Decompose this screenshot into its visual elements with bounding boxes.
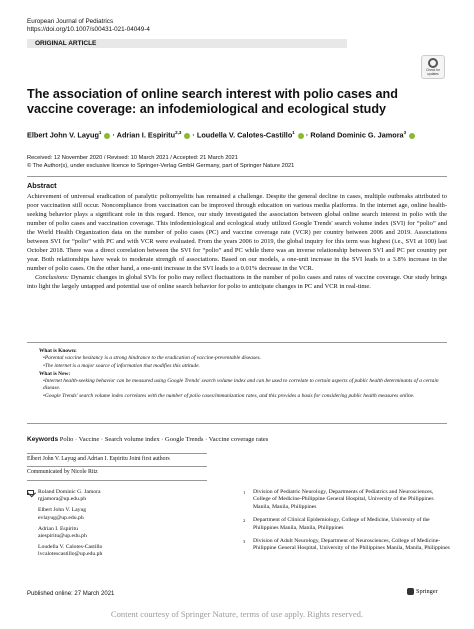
joint-first-note: Elbert John V. Layug and Adrian I. Espiritu Joint first authors	[27, 456, 170, 462]
affiliation-text: Department of Clinical Epidemiology, College of Medicine, University of the Philippines Manila, Manila, Philippines	[253, 517, 430, 531]
corr-email[interactable]: aiespiritu@up.edu.ph	[38, 533, 87, 540]
correspondence-entry	[38, 489, 218, 504]
correspondence-entry	[38, 544, 218, 559]
crossmark-button[interactable]	[421, 55, 445, 79]
affiliation	[243, 489, 451, 511]
footnote-divider	[27, 466, 207, 467]
affiliation-number: 1	[243, 490, 246, 495]
publisher-logo	[407, 588, 438, 595]
divider	[27, 176, 447, 177]
journal-doi[interactable]: https://doi.org/10.1007/s00431-021-04049-4	[27, 26, 150, 33]
abstract-conclusions	[27, 273, 447, 291]
article-dates	[27, 154, 294, 170]
divider	[27, 342, 447, 343]
new-heading: What is New:	[39, 370, 71, 377]
author-affiliation-ref: 1	[292, 130, 295, 135]
abstract-body	[27, 192, 447, 291]
published-date: Published online: 27 March 2021	[27, 591, 115, 597]
known-heading: What is Known:	[39, 348, 77, 354]
publisher-name: Springer	[416, 588, 438, 595]
footnote-divider	[27, 480, 207, 481]
divider	[27, 423, 447, 424]
author-name[interactable]: Roland Dominic G. Jamora	[310, 130, 404, 140]
mail-icon	[27, 490, 34, 495]
affiliation-list	[243, 489, 451, 559]
affiliation-text: Division of Pediatric Neurology, Departments of Pediatrics and Neurosciences, College of Medicine-Philippine General Hospital, University of the Philippines Manila, Manila, Philippines	[253, 489, 434, 510]
orcid-icon[interactable]	[104, 133, 110, 139]
corr-name: Adrian I. Espiritu	[38, 525, 78, 532]
corr-email[interactable]: evlayug@up.edu.ph	[38, 514, 84, 521]
new-item: •Google Trends' search volume index correlates with the number of polio cases/immunization rates, and this provides a basis for considering public health measures online.	[43, 392, 415, 399]
corr-email[interactable]: lvcalotescastillo@up.edu.ph	[38, 551, 103, 558]
corr-email[interactable]: rgjamora@up.edu.ph	[38, 496, 87, 503]
author-name[interactable]: Elbert John V. Layug	[27, 130, 99, 140]
footnote-divider	[27, 453, 207, 454]
history-dates: Received: 12 November 2020 / Revised: 10 March 2021 / Accepted: 21 March 2021	[27, 155, 238, 161]
crossmark-icon	[428, 58, 438, 68]
affiliation	[243, 538, 451, 553]
article-title: The association of online search interest with polio cases and vaccine coverage: an infodemiological and ecological study	[27, 87, 398, 116]
correspondence-entry	[38, 507, 218, 522]
crossmark-label: Check for updates	[426, 67, 440, 76]
known-item: •Parental vaccine hesitancy is a strong hindrance to the eradication of vaccine-preventable diseases.	[43, 355, 261, 362]
corr-name: Elbert John V. Layug	[38, 507, 87, 514]
conclusions-label: Conclusions:	[35, 274, 69, 281]
affiliation-text: Division of Adult Neurology, Department of Neurosciences, College of Medicine-Philippine General Hospital, University of the Philippines Manila, Manila, Philippines	[253, 538, 450, 552]
springer-horse-icon	[407, 588, 414, 595]
affiliation-number: 3	[243, 539, 246, 545]
known-item: •The internet is a major source of information that modifies this attitude.	[43, 362, 200, 369]
orcid-icon[interactable]	[298, 133, 304, 139]
journal-header	[27, 18, 150, 34]
article-type-badge: ORIGINAL ARTICLE	[27, 39, 347, 48]
journal-name: European Journal of Pediatrics	[27, 18, 114, 25]
keywords	[27, 436, 268, 444]
copyright-line: © The Author(s), under exclusive licence to Springer-Verlag GmbH Germany, part of Springer Nature 2021	[27, 163, 295, 169]
conclusions-text: Dynamic changes in global SVIs for polio may reflect fluctuations in the number of polio cases and rates of vaccine coverage. Our study brings into light the largely untapped and potential use of online search behavior for polio to anticipate changes in PC and VCR in real-time.	[27, 274, 447, 290]
keywords-list: Polio · Vaccine · Search volume index · Google Trends · Vaccine coverage rates	[59, 436, 269, 443]
orcid-icon[interactable]	[184, 133, 190, 139]
correspondence-entry	[38, 526, 218, 541]
correspondence-list	[38, 489, 218, 562]
corr-name: Roland Dominic G. Jamora	[38, 489, 101, 495]
affiliation-number: 2	[243, 518, 246, 524]
affiliation	[243, 517, 451, 532]
author-name[interactable]: Loudella V. Calotes-Castillo	[196, 130, 293, 140]
author-list: Elbert John V. Layug$^1$ · Adrian I. Espiritu$^{2,3}$ · Loudella V. Calotes-Castillo$^1$ · Roland Dominic G. Jamora$^3$	[27, 128, 447, 139]
communicated-by: Communicated by Nicole Ritz	[27, 469, 98, 475]
author-affiliation-ref: 2,3	[175, 130, 182, 135]
corr-name: Loudella V. Calotes-Castillo	[38, 543, 103, 550]
author-affiliation-ref: 1	[98, 130, 102, 135]
new-item: •Internet health-seeking behavior can be measured using Google Trends' search volume index and can be used to correlate to certain aspects of public health determinants of a certain disease.	[43, 378, 439, 392]
summary-box	[39, 348, 447, 401]
abstract-paragraph: Achievement of universal eradication of paralytic poliomyelitis has remained a challenge. Despite the general decline in cases, multiple outbreaks attributed to poor vaccination still occur. Noncompliance from vaccination can be improved through education on various media platforms. In the internet age, online health-seeking behavior plays a significant role in this regard. Hence, our study investigated the association between global online search interest in polio with the number of polio cases and vaccination coverage. This infodemiological and ecological study utilized Google Trends' search volume index (SVI) for “polio” and the World Health Organization data on the number of polio cases (PC) and vaccine coverage rate (VCR) per country between 2006 and 2019. Associations between SVI for “polio” with PC and with VCR were evaluated. From the years 2006 to 2019, the global inquiry for this term was highest (i.e., SVI at 100) last October 2018. There was a direct correlation between the SVI for “polio” and PC while there was an inverse relationship between SVI and PC per country per year. Both relationships have weak to moderate strength of associations. Based on our models, a one-unit increase in the SVI leads to a 3.8% increase in the number of polio cases. On the other hand, a one-unit increase in the SVI leads to a 0.01% decrease in the VCR.	[27, 193, 447, 272]
author-affiliation-ref: 3	[403, 130, 407, 135]
keywords-heading: Keywords	[27, 436, 59, 443]
orcid-icon[interactable]	[409, 133, 415, 139]
author-name[interactable]: Adrian I. Espiritu	[116, 130, 176, 140]
courtesy-footer: Content courtesy of Springer Nature, terms of use apply. Rights reserved.	[110, 609, 364, 619]
abstract-heading: Abstract	[27, 181, 57, 190]
